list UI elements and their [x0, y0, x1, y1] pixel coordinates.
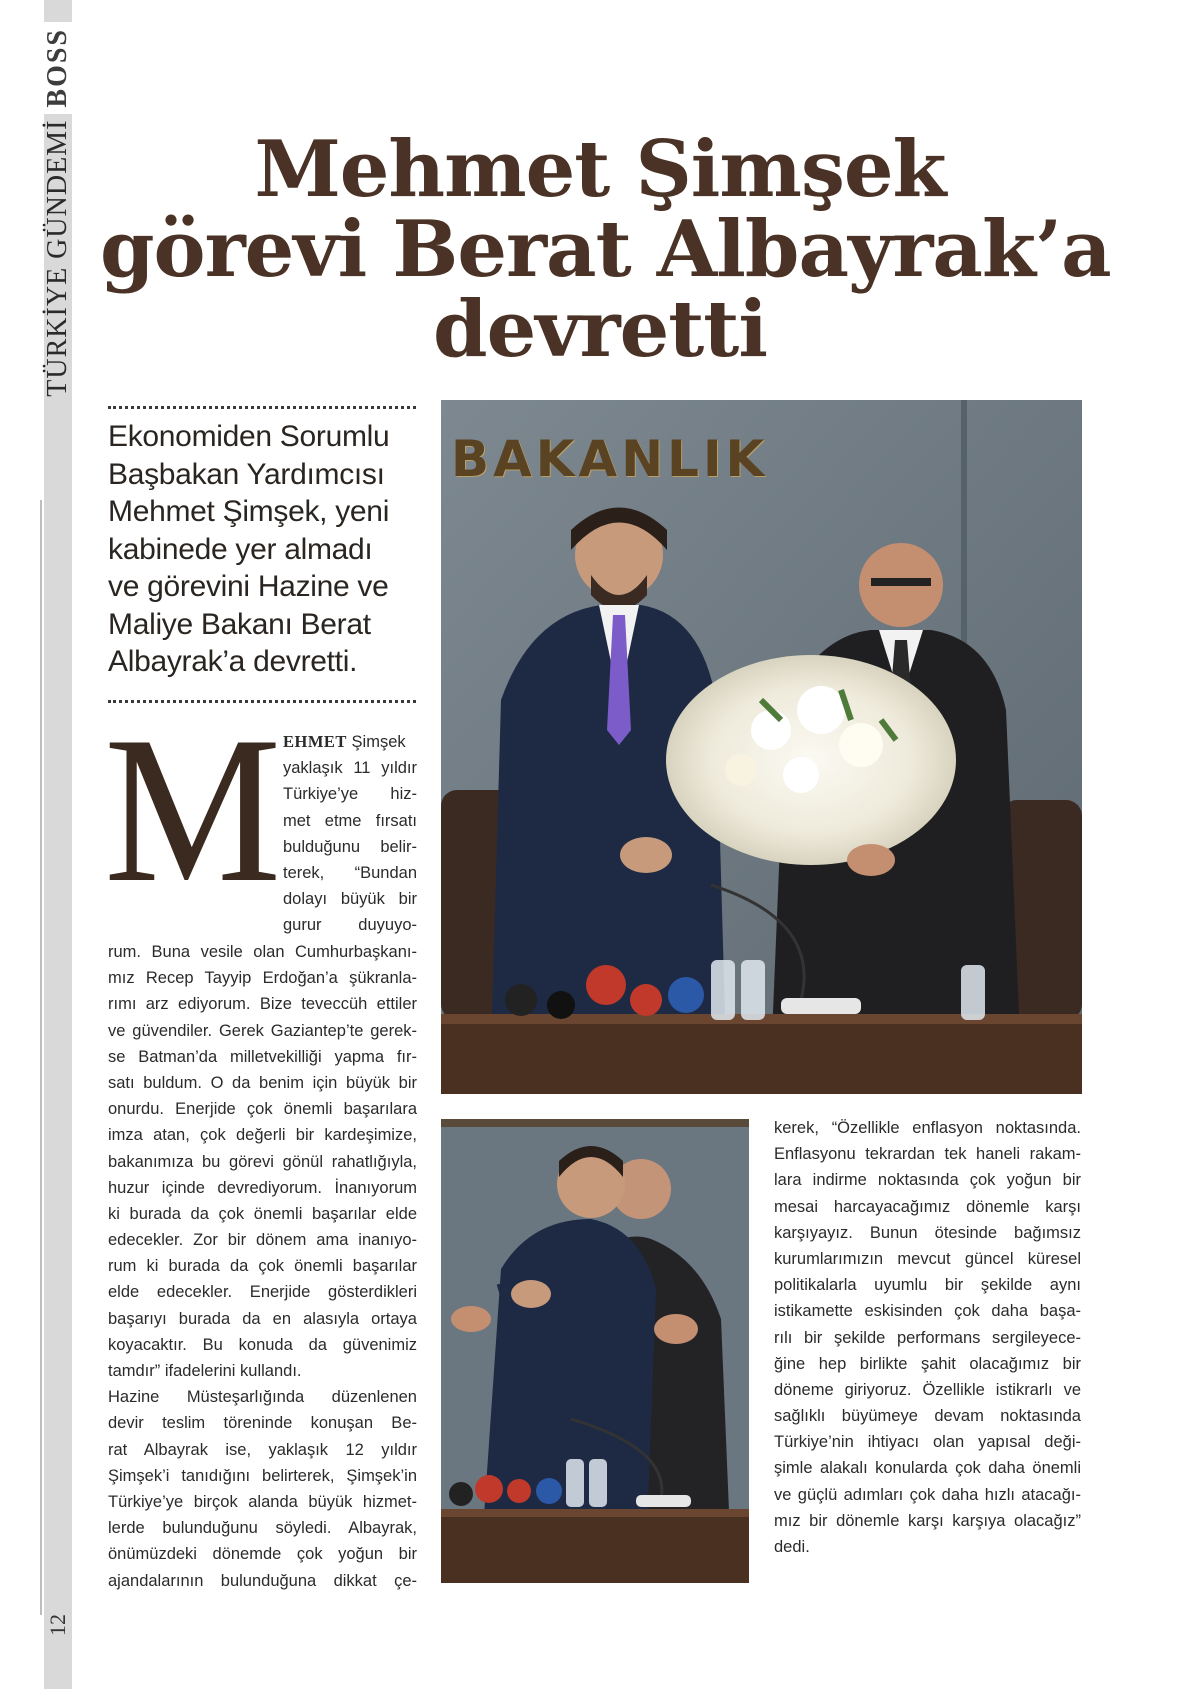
text-line: bakanımıza bu görevi gönül rahatlığıyla, — [108, 1152, 417, 1171]
text-line — [283, 729, 417, 755]
text-line: önümüzdeki dönemde çok yoğun bir — [108, 1545, 417, 1564]
text-line: ki burada da çok önemli başarılar elde — [108, 1204, 417, 1223]
text-line: bulduğunu belir- — [283, 837, 417, 856]
article-column-1-narrow — [283, 729, 417, 939]
text-line: lara indirme noktasında çok yoğun bir — [774, 1171, 1081, 1190]
text-line: edecekler. Zor bir dönem ama inanıyo- — [108, 1231, 417, 1250]
text-line: gurur duyuyo- — [283, 916, 417, 935]
text-line: rılı bir şekilde performans sergileyece- — [774, 1328, 1081, 1347]
text-line: ğine hep birlikte şahit olacağımız bir — [774, 1354, 1081, 1373]
title-line: görevi Berat Albayrak’a — [100, 204, 1111, 295]
text-line: Enflasyonu tekrardan tek haneli rakam- — [774, 1145, 1081, 1164]
text-line: mız bir dönemle karşı karşıya olacağız” — [774, 1511, 1081, 1530]
page-number-text: 12 — [45, 1614, 70, 1636]
lead-line: kabinede yer almadı — [108, 532, 373, 566]
text-line: imza atan, çok değerli bir kardeşimize, — [108, 1126, 417, 1145]
photo-illustration — [441, 400, 1082, 1094]
text-line: rat Albayrak ise, yaklaşık 12 yıldır — [108, 1440, 417, 1459]
text-line: karşıyayız. Bunun ötesinde bağımsız — [774, 1223, 1081, 1242]
text-line: tamdır” ifadelerini kullandı. — [108, 1362, 302, 1380]
section-label — [44, 0, 72, 500]
photo-illustration — [441, 1119, 749, 1583]
text-line: Şimşek’i tanıdığını belirterek, Şimşek’in — [108, 1466, 417, 1485]
lead-line: Başbakan Yardımcısı — [108, 457, 385, 491]
lead-line: Ekonomiden Sorumlu — [108, 420, 390, 453]
text-line: rımı arz ediyorum. Bize teveccüh ettiler — [108, 995, 417, 1014]
text-line: sağlıklı büyümeye devam noktasında — [774, 1407, 1081, 1426]
text-line: başarıyı burada da en alasıyla ortaya — [108, 1309, 417, 1328]
text-line: onurdu. Enerjide çok önemli başarılara — [108, 1100, 417, 1119]
lead-word: EHMET — [283, 732, 347, 751]
text-line: lerde bulunduğunu söyledi. Albayrak, — [108, 1519, 417, 1538]
lead-line: Mehmet Şimşek, yeni — [108, 495, 390, 528]
text-line: politikalarla uyumlu bir şekilde aynı — [774, 1276, 1081, 1295]
text-line: döneme giriyoruz. Özellikle istikrarlı ve — [774, 1380, 1081, 1399]
text-line: yaklaşık 11 yıldır — [283, 759, 417, 778]
text-fragment: Şimşek — [346, 733, 406, 751]
text-line: dedi. — [774, 1538, 810, 1556]
section-title: TÜRKİYE GÜNDEMİ — [42, 119, 73, 397]
lead-line: Albayrak’a devretti. — [108, 645, 358, 678]
photo-sign-text: BAKANLIK — [451, 430, 769, 488]
title-line: Mehmet Şimşek — [254, 124, 946, 215]
page-number — [44, 1600, 72, 1650]
title-line: devretti — [433, 284, 767, 375]
text-line: kurumlarımızın mevcut güncel küresel — [774, 1249, 1081, 1268]
text-line: rum. Buna vesile olan Cumhurbaşkanı- — [108, 943, 417, 961]
text-line: Türkiye’nin ihtiyacı olan yapısal deği- — [774, 1433, 1081, 1452]
article-column-1 — [108, 939, 417, 1594]
brand-logo: BOSS — [42, 22, 74, 114]
text-line: Türkiye’ye hiz- — [283, 785, 417, 804]
text-line: kerek, “Özellikle enflasyon noktasında. — [774, 1119, 1081, 1137]
divider-top — [108, 406, 416, 409]
lead-line: ve görevini Hazine ve — [108, 570, 389, 603]
lead-paragraph — [108, 418, 408, 681]
text-line: Hazine Müsteşarlığında düzenlenen — [108, 1388, 417, 1407]
sidebar-rule — [40, 500, 42, 1615]
text-line: devir teslim töreninde konuşan Be- — [108, 1414, 417, 1433]
text-line: şimle alakalı konularda çok daha önemli — [774, 1459, 1081, 1478]
article-column-2 — [774, 1115, 1081, 1560]
photo-flower-handover — [441, 400, 1082, 1094]
drop-cap: M — [104, 694, 282, 926]
text-line: ajandalarının bulunduğuna dikkat çe- — [108, 1571, 417, 1590]
text-line: terek, “Bundan — [283, 863, 417, 882]
text-line: met etme fırsatı — [283, 811, 417, 830]
text-line: istikamette eskisinden çok daha başa- — [774, 1302, 1081, 1321]
text-line: se Batman’da milletvekilliği yapma fır- — [108, 1047, 417, 1066]
text-line: huzur içinde devrediyorum. İnanıyorum — [108, 1178, 417, 1197]
text-line: rum ki burada da çok önemli başarılar — [108, 1257, 417, 1276]
page-title — [100, 124, 1111, 375]
text-line: ve güçlü adımları çok daha hızlı atacağı- — [774, 1485, 1081, 1504]
text-line: koyacaktır. Bu konuda da güvenimiz — [108, 1335, 417, 1354]
lead-line: Maliye Bakanı Berat — [108, 607, 371, 641]
text-line: ve güvendiler. Gerek Gaziantep’te gerek- — [108, 1021, 417, 1040]
photo-embrace — [441, 1119, 749, 1583]
text-line: satı buldum. O da benim için büyük bir — [108, 1073, 417, 1092]
text-line: Türkiye’ye birçok alanda büyük hizmet- — [108, 1492, 417, 1511]
text-line: mız Recep Tayyip Erdoğan’a şükranla- — [108, 969, 417, 988]
text-line: elde edecekler. Enerjide gösterdikleri — [108, 1283, 417, 1302]
text-line: dolayı büyük bir — [283, 890, 417, 909]
text-line: mesai harcayacağımız dönemle karşı — [774, 1197, 1081, 1216]
